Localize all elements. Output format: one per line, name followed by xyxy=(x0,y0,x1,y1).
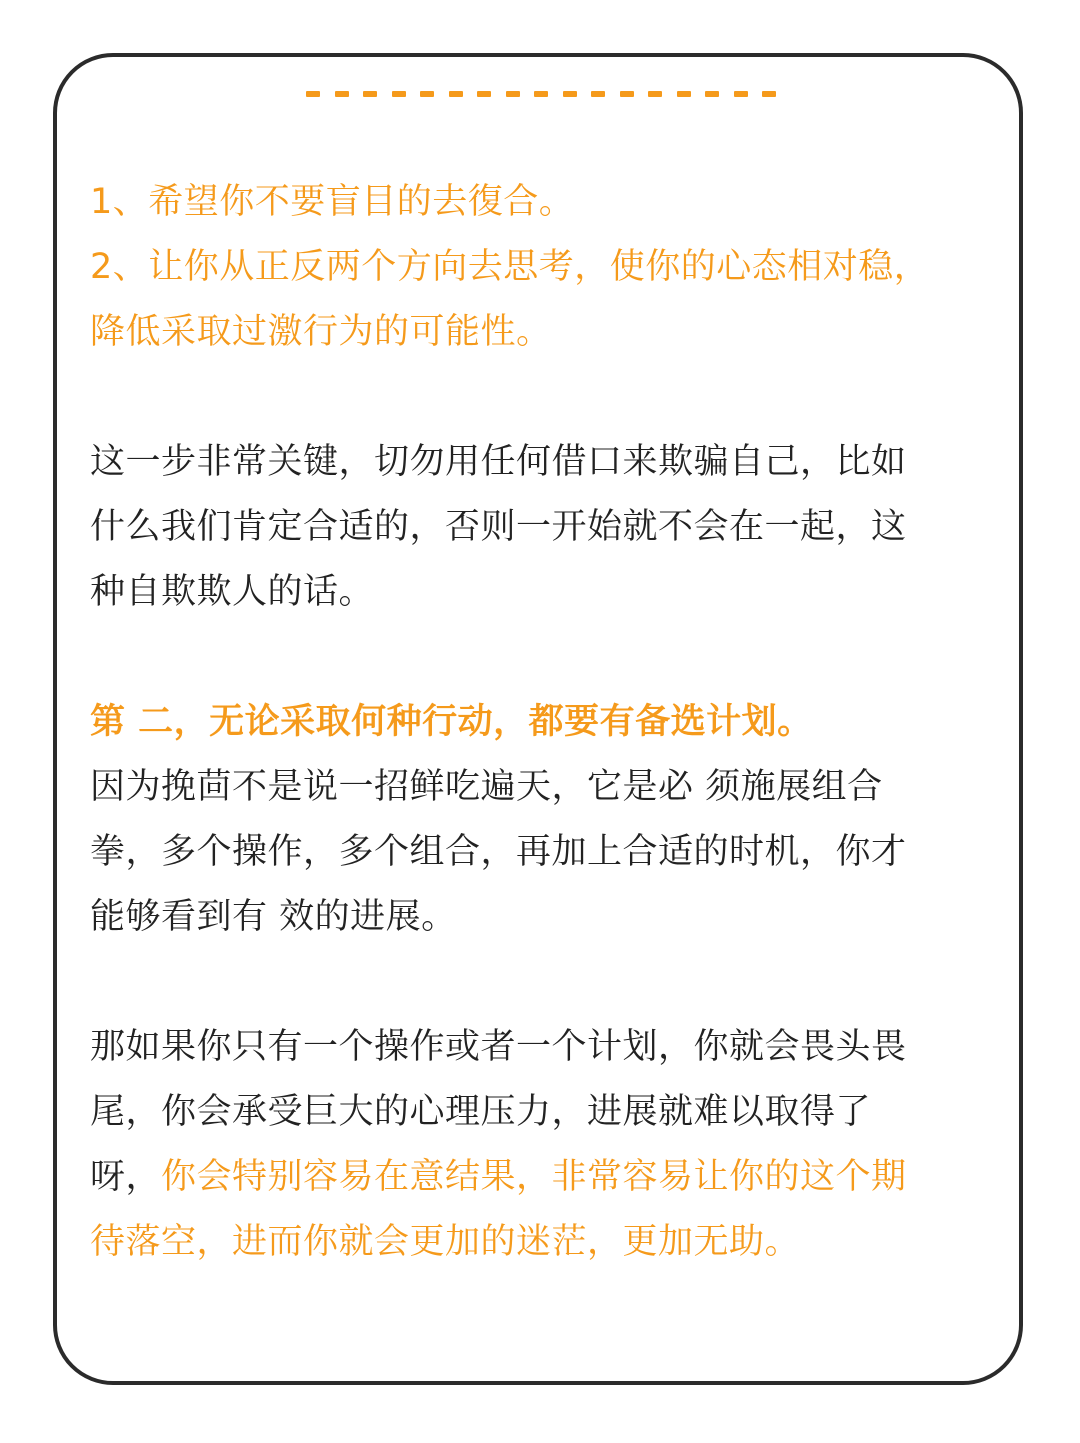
article-body xyxy=(90,170,990,1275)
dash-segment xyxy=(705,91,719,97)
paragraph-gap xyxy=(90,625,990,690)
dash-segment xyxy=(306,91,320,97)
dash-segment xyxy=(762,91,776,97)
point-two-continued: 降低采取过激行为的可能性。 xyxy=(90,312,552,352)
paragraph-line: 能够看到有 效的进展。 xyxy=(90,897,457,937)
dash-segment xyxy=(677,91,691,97)
point-one-line: 1、希望你不要盲目的去復合。 xyxy=(90,182,575,222)
dash-segment xyxy=(477,91,491,97)
paragraph-gap xyxy=(90,365,990,430)
point-two-line: 2、让你从正反两个方向去思考，使你的心态相对稳， xyxy=(90,247,930,287)
paragraph-line: 拳，多个操作，多个组合，再加上合适的时机，你才 xyxy=(90,832,907,872)
highlighted-text-fragment: 你会特别容易在意结果，非常容易让你的这个期 xyxy=(161,1157,907,1197)
highlighted-line: 待落空，进而你就会更加的迷茫，更加无助。 xyxy=(90,1222,801,1262)
paragraph-line: 因为挽茴不是说一招鲜吃遍天，它是必 须施展组合 xyxy=(90,767,883,807)
dash-segment xyxy=(363,91,377,97)
dash-segment xyxy=(648,91,662,97)
dash-segment xyxy=(591,91,605,97)
dashed-divider xyxy=(306,91,776,97)
dash-segment xyxy=(563,91,577,97)
dash-segment xyxy=(534,91,548,97)
dash-segment xyxy=(449,91,463,97)
dash-segment xyxy=(335,91,349,97)
paragraph-line: 种自欺欺人的话。 xyxy=(90,572,375,612)
dash-segment xyxy=(620,91,634,97)
paragraph-gap xyxy=(90,950,990,1015)
paragraph-line-mixed xyxy=(90,1145,990,1210)
dash-segment xyxy=(734,91,748,97)
paragraph-line: 什么我们肯定合适的，否则一开始就不会在一起，这 xyxy=(90,507,907,547)
plain-text-fragment: 呀， xyxy=(90,1157,162,1197)
paragraph-line: 尾，你会承受巨大的心理压力，进展就难以取得了 xyxy=(90,1092,872,1132)
dash-segment xyxy=(392,91,406,97)
dash-segment xyxy=(420,91,434,97)
dash-segment xyxy=(506,91,520,97)
paragraph-line: 这一步非常关键，切勿用任何借口来欺骗自己，比如 xyxy=(90,442,907,482)
section-heading: 第 二，无论采取何种行动，都要有备选计划。 xyxy=(90,702,813,742)
paragraph-line: 那如果你只有一个操作或者一个计划，你就会畏头畏 xyxy=(90,1027,907,1067)
